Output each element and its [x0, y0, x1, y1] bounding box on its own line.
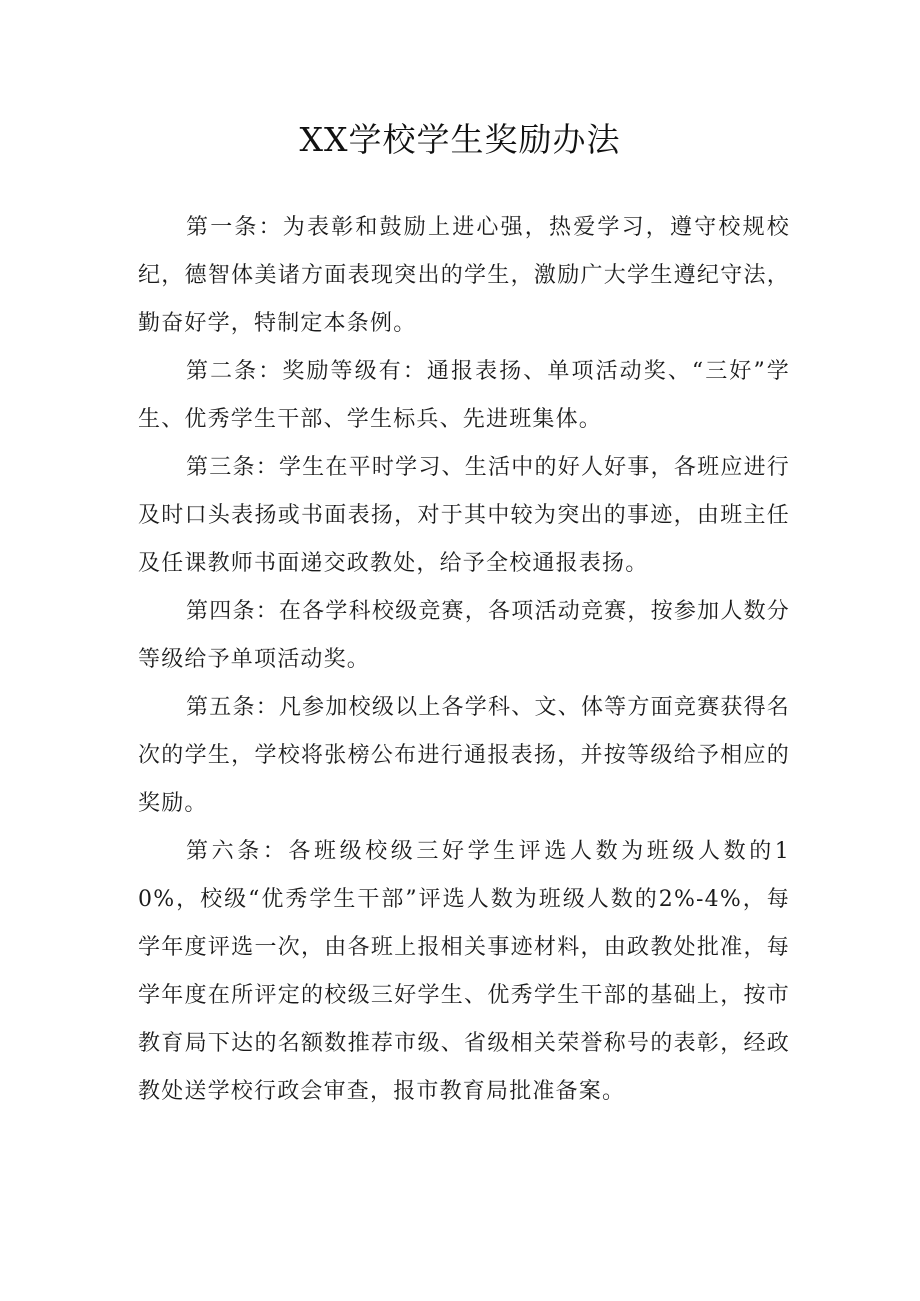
article-2: 第二条：奖励等级有：通报表扬、单项活动奖、“三好”学生、优秀学生干部、学生标兵、先进班集体。: [138, 359, 790, 432]
article-4: 第四条：在各学科校级竞赛，各项活动竞赛，按参加人数分等级给予单项活动奖。: [138, 599, 790, 672]
article-3: 第三条：学生在平时学习、生活中的好人好事，各班应进行及时口头表扬或书面表扬，对于其中较为突出的事迹，由班主任及任课教师书面递交政教处，给予全校通报表扬。: [138, 455, 790, 576]
document-body: [138, 204, 790, 1116]
article-5: 第五条：凡参加校级以上各学科、文、体等方面竞赛获得名次的学生，学校将张榜公布进行通报表扬，并按等级给予相应的奖励。: [138, 695, 790, 816]
article-6: 第六条：各班级校级三好学生评选人数为班级人数的10%，校级“优秀学生干部”评选人数为班级人数的2%-4%，每学年度评选一次，由各班上报相关事迹材料，由政教处批准，每学年度在所评定的校级三好学生、优秀学生干部的基础上，按市教育局下达的名额数推荐市级、省级相关荣誉称号的表彰，经政教处送学校行政会审查，报市教育局批准备案。: [138, 839, 790, 1104]
document-title: XX学校学生奖励办法: [299, 120, 621, 159]
article-1: 第一条：为表彰和鼓励上进心强，热爱学习，遵守校规校纪，德智体美诸方面表现突出的学生，激励广大学生遵纪守法，勤奋好学，特制定本条例。: [138, 215, 790, 336]
